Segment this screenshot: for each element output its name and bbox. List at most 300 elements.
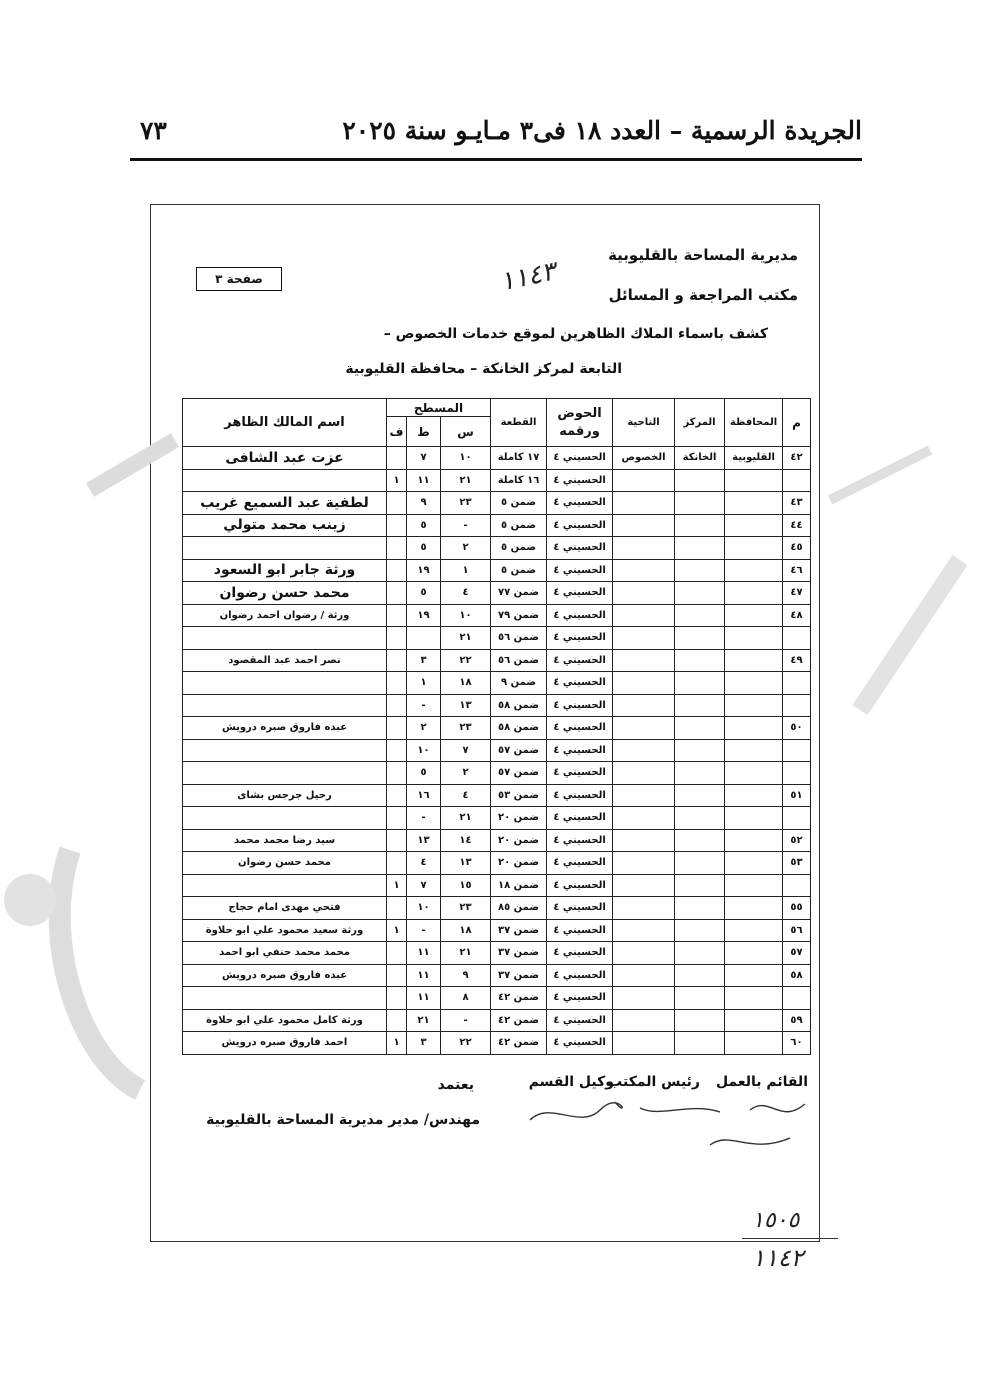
row-owner-name: محمد حسن رضوان [183,852,387,875]
row-area-s: ٢٣ [441,897,491,920]
row-governorate [725,829,783,852]
row-area-t: ٤ [407,852,441,875]
row-owner-name [183,739,387,762]
signature-section-deputy: وكيل القسم [528,1074,614,1090]
row-owner-name [183,627,387,650]
row-area-s: ٧ [441,739,491,762]
row-basin: الحسيني ٤ [547,1032,613,1055]
row-center [675,852,725,875]
table-row [183,807,811,830]
row-index: ٤٨ [783,604,811,627]
row-governorate [725,897,783,920]
signature-engineer: مهندس/ مدير مديرية المساحة بالقليوبية [206,1112,480,1128]
row-district [613,874,675,897]
row-index: ٤٩ [783,649,811,672]
header-area-t: ط [407,417,441,447]
row-area-f [387,942,407,965]
row-area-s: ٢١ [441,627,491,650]
row-governorate [725,694,783,717]
row-area-f [387,694,407,717]
row-parcel: ضمن ٥ [491,537,547,560]
page-label-box: صفحة ٣ [196,267,282,291]
page-number: ٧٣ [140,116,167,145]
row-governorate [725,559,783,582]
row-area-t: ١٦ [407,784,441,807]
row-governorate [725,537,783,560]
row-center [675,897,725,920]
row-governorate [725,987,783,1010]
row-basin: الحسيني ٤ [547,987,613,1010]
row-area-t: ١٩ [407,559,441,582]
row-center [675,987,725,1010]
row-area-f [387,762,407,785]
row-district [613,514,675,537]
row-governorate [725,1032,783,1055]
row-owner-name [183,762,387,785]
row-index [783,807,811,830]
row-basin: الحسيني ٤ [547,717,613,740]
row-owner-name: فتحي مهدى امام حجاج [183,897,387,920]
table-row [183,784,811,807]
row-governorate [725,919,783,942]
row-index: ٤٥ [783,537,811,560]
row-center [675,604,725,627]
signature-scribbles [520,1090,820,1160]
row-index [783,762,811,785]
row-parcel: ضمن ٥٦ [491,627,547,650]
row-basin: الحسيني ٤ [547,1009,613,1032]
row-owner-name [183,469,387,492]
row-area-t: ١ [407,672,441,695]
row-parcel: ١٦ كاملة [491,469,547,492]
row-parcel: ضمن ٥٨ [491,717,547,740]
row-owner-name: احمد فاروق صبره درويش [183,1032,387,1055]
signature-office-head: رئيس المكتب [608,1074,700,1090]
row-basin: الحسيني ٤ [547,469,613,492]
row-district [613,784,675,807]
handwritten-reference: ١١٤٣ [497,256,559,298]
row-center [675,807,725,830]
header-district: الناحية [613,399,675,447]
row-parcel: ١٧ كاملة [491,447,547,470]
row-area-s: ١٣ [441,852,491,875]
row-area-t: - [407,694,441,717]
row-index: ٥٨ [783,964,811,987]
row-index: ٥٥ [783,897,811,920]
row-area-s: ١٣ [441,694,491,717]
row-district [613,492,675,515]
directorate-label: مديرية المساحة بالقليوبية [608,246,798,264]
header-area-s: س [441,417,491,447]
row-area-f [387,784,407,807]
row-owner-name: عزت عبد الشافى [183,447,387,470]
table-row [183,469,811,492]
row-basin: الحسيني ٤ [547,762,613,785]
row-governorate [725,1009,783,1032]
row-parcel: ضمن ٤٢ [491,987,547,1010]
row-district [613,829,675,852]
row-owner-name [183,987,387,1010]
row-center [675,492,725,515]
row-owner-name: محمد حسن رضوان [183,582,387,605]
footer-handwriting-divider [742,1238,838,1239]
row-parcel: ضمن ٣٧ [491,964,547,987]
header-index: م [783,399,811,447]
row-area-s: ٢١ [441,469,491,492]
row-district [613,559,675,582]
row-parcel: ضمن ٥٦ [491,649,547,672]
row-district [613,627,675,650]
row-area-f [387,964,407,987]
row-district [613,604,675,627]
row-governorate [725,514,783,537]
footer-handwriting-line2: ١١٤٢ [752,1244,804,1272]
row-governorate [725,784,783,807]
row-index [783,987,811,1010]
row-parcel: ضمن ٥٧ [491,762,547,785]
row-index: ٤٦ [783,559,811,582]
row-governorate [725,874,783,897]
row-index: ٥٩ [783,1009,811,1032]
row-basin: الحسيني ٤ [547,582,613,605]
row-owner-name: ورثة جابر ابو السعود [183,559,387,582]
row-index [783,694,811,717]
row-parcel: ضمن ٩ [491,672,547,695]
row-index [783,874,811,897]
row-center [675,784,725,807]
row-basin: الحسيني ٤ [547,807,613,830]
row-area-t: - [407,807,441,830]
row-governorate [725,649,783,672]
row-area-f: ١ [387,469,407,492]
row-area-s: ١ [441,559,491,582]
row-basin: الحسيني ٤ [547,604,613,627]
row-area-t: ٩ [407,492,441,515]
row-area-s: ١٨ [441,672,491,695]
row-center [675,874,725,897]
document-title: كشف باسماء الملاك الظاهرين لموقع خدمات الخصوص – [383,326,768,342]
row-governorate [725,717,783,740]
row-basin: الحسيني ٤ [547,852,613,875]
row-basin: الحسيني ٤ [547,649,613,672]
table-row [183,672,811,695]
row-center [675,739,725,762]
table-row [183,447,811,470]
row-area-f [387,739,407,762]
row-area-s: ٢٣ [441,717,491,740]
row-area-f [387,559,407,582]
row-area-t: ١٠ [407,897,441,920]
row-basin: الحسيني ٤ [547,829,613,852]
row-center [675,559,725,582]
row-area-s: ١٨ [441,919,491,942]
row-district [613,537,675,560]
row-basin: الحسيني ٤ [547,559,613,582]
row-center [675,942,725,965]
row-owner-name: سيد رضا محمد محمد [183,829,387,852]
table-row [183,649,811,672]
row-owner-name: عبده فاروق صبره درويش [183,717,387,740]
row-area-f [387,672,407,695]
row-index [783,469,811,492]
row-parcel: ضمن ٧٩ [491,604,547,627]
row-district: الخصوص [613,447,675,470]
row-area-f [387,852,407,875]
table-row [183,852,811,875]
row-basin: الحسيني ٤ [547,694,613,717]
row-area-s: ١٥ [441,874,491,897]
row-owner-name: ورثة / رضوان احمد رضوان [183,604,387,627]
row-owner-name [183,807,387,830]
owners-table [182,398,811,1055]
row-area-t: ٥ [407,582,441,605]
table-row [183,1009,811,1032]
row-parcel: ضمن ٣٧ [491,919,547,942]
row-governorate [725,964,783,987]
row-index: ٥٦ [783,919,811,942]
row-center [675,919,725,942]
row-district [613,964,675,987]
header-governorate: المحافظة [725,399,783,447]
header-parcel: القطعة [491,399,547,447]
row-governorate [725,762,783,785]
row-area-t: ١١ [407,964,441,987]
table-row [183,919,811,942]
row-governorate [725,807,783,830]
row-district [613,987,675,1010]
row-index: ٥٠ [783,717,811,740]
table-row [183,604,811,627]
row-index: ٥٣ [783,852,811,875]
header-owner: اسم المالك الظاهر [183,399,387,447]
row-basin: الحسيني ٤ [547,897,613,920]
row-district [613,762,675,785]
gazette-header [130,112,862,161]
row-center [675,717,725,740]
row-district [613,717,675,740]
row-area-t: ٥ [407,537,441,560]
row-governorate [725,469,783,492]
row-area-f [387,1009,407,1032]
row-governorate [725,492,783,515]
table-row [183,762,811,785]
row-parcel: ضمن ١٨ [491,874,547,897]
row-basin: الحسيني ٤ [547,964,613,987]
row-index [783,627,811,650]
row-center [675,762,725,785]
row-index: ٤٣ [783,492,811,515]
row-center: الخانكة [675,447,725,470]
row-center [675,829,725,852]
row-parcel: ضمن ٤٢ [491,1032,547,1055]
row-governorate [725,582,783,605]
row-governorate [725,739,783,762]
row-basin: الحسيني ٤ [547,447,613,470]
row-owner-name [183,694,387,717]
row-owner-name: عبده فاروق صبره درويش [183,964,387,987]
row-governorate [725,604,783,627]
row-area-f [387,897,407,920]
row-area-s: - [441,1009,491,1032]
row-area-s: ٢٢ [441,649,491,672]
row-basin: الحسيني ٤ [547,492,613,515]
row-center [675,627,725,650]
row-parcel: ضمن ٧٧ [491,582,547,605]
row-area-t: - [407,919,441,942]
row-district [613,919,675,942]
row-index: ٤٢ [783,447,811,470]
row-area-f [387,829,407,852]
table-row [183,964,811,987]
row-area-s: ٢ [441,537,491,560]
row-parcel: ضمن ٥ [491,514,547,537]
row-district [613,897,675,920]
table-row [183,942,811,965]
row-owner-name: ورثة سعيد محمود علي ابو حلاوة [183,919,387,942]
row-basin: الحسيني ٤ [547,514,613,537]
row-basin: الحسيني ٤ [547,942,613,965]
row-governorate [725,672,783,695]
row-basin: الحسيني ٤ [547,919,613,942]
row-area-f [387,537,407,560]
row-governorate: القليوبية [725,447,783,470]
row-area-f [387,649,407,672]
table-row [183,582,811,605]
row-area-s: ٢٣ [441,492,491,515]
row-area-t: ٥ [407,762,441,785]
row-area-f [387,447,407,470]
row-center [675,469,725,492]
row-area-f [387,627,407,650]
row-basin: الحسيني ٤ [547,672,613,695]
row-parcel: ضمن ٥٨ [491,694,547,717]
row-area-f [387,514,407,537]
row-center [675,1032,725,1055]
row-area-f [387,604,407,627]
row-index: ٤٤ [783,514,811,537]
row-center [675,694,725,717]
row-area-f [387,807,407,830]
row-area-t [407,627,441,650]
table-row [183,829,811,852]
row-center [675,537,725,560]
row-area-t: ٢ [407,717,441,740]
row-area-s: ٢١ [441,942,491,965]
row-owner-name: نصر احمد عبد المقصود [183,649,387,672]
header-center: المركز [675,399,725,447]
row-area-f [387,717,407,740]
row-area-t: ١٣ [407,829,441,852]
row-owner-name: محمد محمد حنفي ابو احمد [183,942,387,965]
row-parcel: ضمن ٥ [491,559,547,582]
row-area-t: ٣ [407,649,441,672]
header-area-f: ف [387,417,407,447]
row-index: ٤٧ [783,582,811,605]
table-row [183,514,811,537]
table-row [183,559,811,582]
row-area-s: ٤ [441,582,491,605]
row-parcel: ضمن ٢٠ [491,852,547,875]
row-index [783,739,811,762]
row-area-s: ٤ [441,784,491,807]
table-row [183,874,811,897]
row-center [675,1009,725,1032]
row-district [613,1009,675,1032]
table-row [183,492,811,515]
row-area-s: ٨ [441,987,491,1010]
table-row [183,627,811,650]
row-district [613,1032,675,1055]
row-area-f [387,492,407,515]
row-area-s: ٢٢ [441,1032,491,1055]
row-district [613,942,675,965]
row-parcel: ضمن ٥٣ [491,784,547,807]
row-district [613,739,675,762]
row-district [613,852,675,875]
row-basin: الحسيني ٤ [547,784,613,807]
row-district [613,582,675,605]
row-basin: الحسيني ٤ [547,537,613,560]
row-owner-name: زينب محمد متولي [183,514,387,537]
row-area-s: ١٠ [441,604,491,627]
row-basin: الحسيني ٤ [547,739,613,762]
row-parcel: ضمن ٥٧ [491,739,547,762]
gazette-title: الجريدة الرسمية – العدد ١٨ فى٣ مـايـو سنة ٢٠٢٥ [342,116,862,145]
row-index: ٥١ [783,784,811,807]
row-area-f: ١ [387,1032,407,1055]
row-index [783,672,811,695]
row-parcel: ضمن ٥ [491,492,547,515]
row-center [675,649,725,672]
row-area-t: ٧ [407,874,441,897]
row-owner-name: رحيل جرجس بشاى [183,784,387,807]
document-subtitle: التابعة لمركز الخانكة – محافظة القليوبية [345,361,622,377]
row-area-t: ١٩ [407,604,441,627]
row-basin: الحسيني ٤ [547,627,613,650]
header-area: المسطح [387,399,491,417]
row-index: ٦٠ [783,1032,811,1055]
row-owner-name [183,874,387,897]
row-owner-name: لطفية عبد السميع غريب [183,492,387,515]
row-area-s: ٩ [441,964,491,987]
office-label: مكتب المراجعة و المسائل [608,286,798,304]
row-parcel: ضمن ٢٠ [491,829,547,852]
signature-worker: القائم بالعمل [715,1074,808,1090]
row-district [613,469,675,492]
row-area-t: ٧ [407,447,441,470]
table-row [183,987,811,1010]
row-area-f [387,582,407,605]
row-governorate [725,852,783,875]
row-area-t: ٢١ [407,1009,441,1032]
row-area-s: ٢١ [441,807,491,830]
header-basin: الحوض ورقمه [547,399,613,447]
row-district [613,694,675,717]
row-owner-name [183,537,387,560]
row-center [675,514,725,537]
row-governorate [725,627,783,650]
table-row [183,897,811,920]
row-area-s: ٢ [441,762,491,785]
row-district [613,672,675,695]
row-area-t: ١١ [407,942,441,965]
row-index: ٥٧ [783,942,811,965]
row-area-t: ١١ [407,987,441,1010]
row-area-s: - [441,514,491,537]
row-index: ٥٢ [783,829,811,852]
row-owner-name [183,672,387,695]
row-area-t: ١٠ [407,739,441,762]
